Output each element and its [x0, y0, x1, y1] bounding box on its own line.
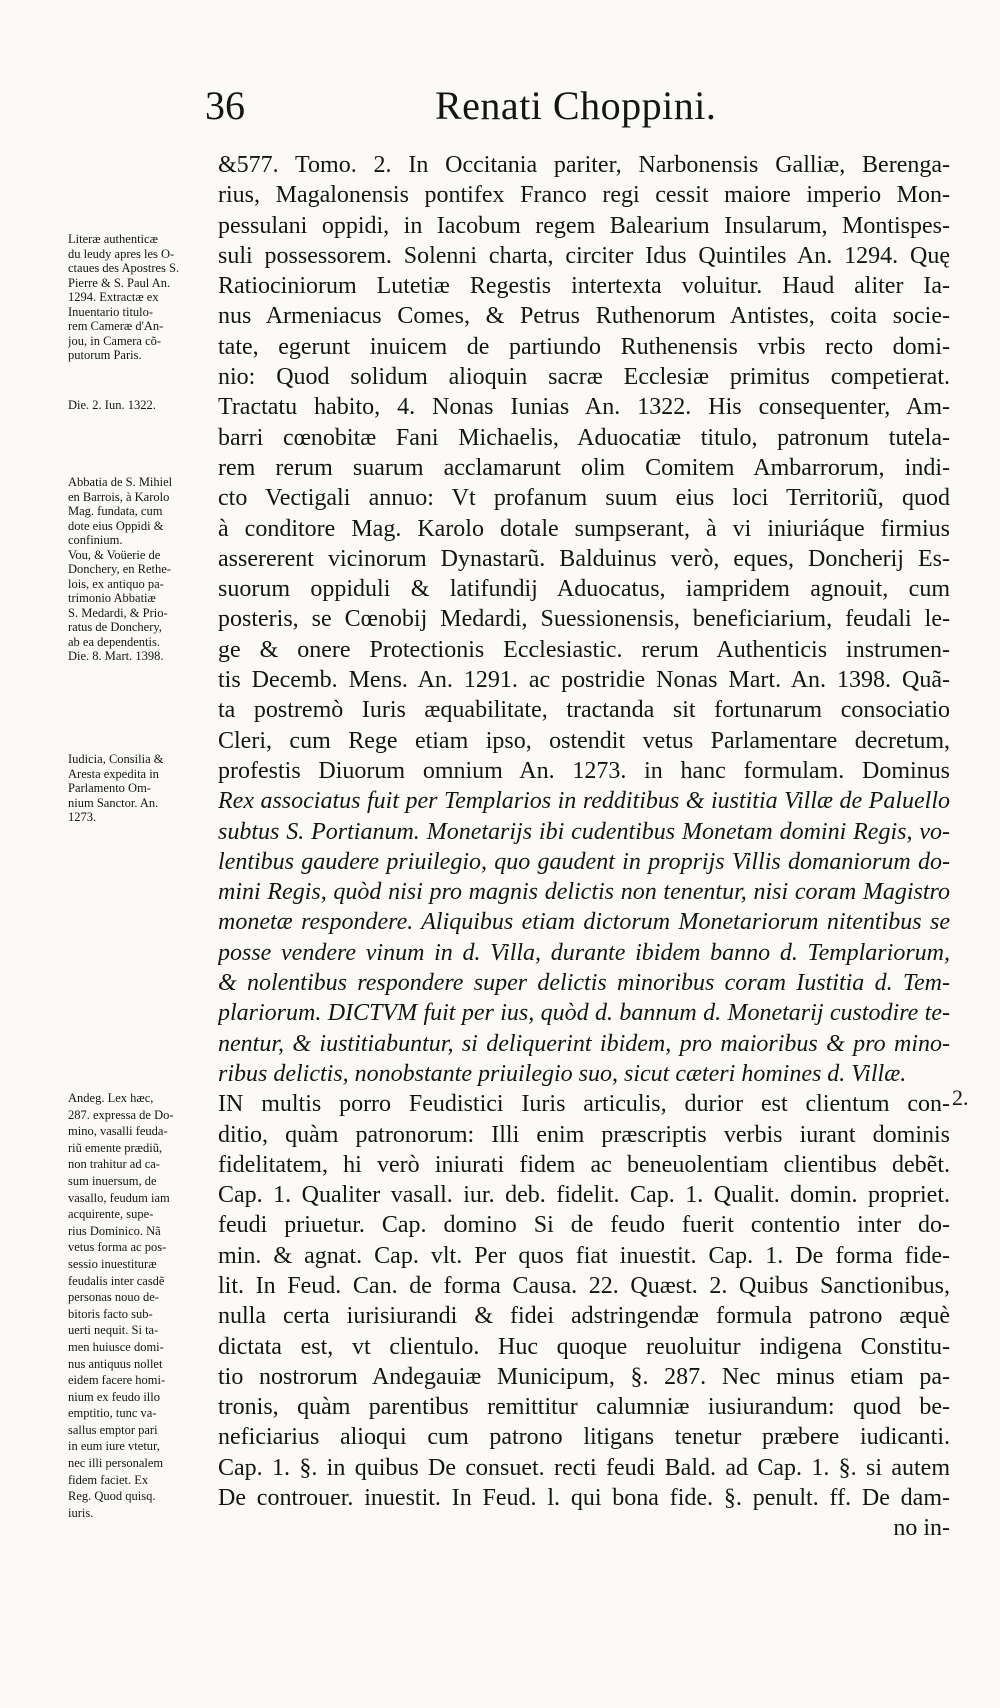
text-line: lit. In Feud. Can. de forma Causa. 22. Quæst. 2. Quibus Sanctionibus,	[218, 1272, 950, 1299]
text-line: à conditore Mag. Karolo dotale sumpserant, à vi iniuriáque firmius	[218, 515, 950, 542]
text-line-italic: Rex associatus fuit per Templarios in redditibus & iustitia Villæ de Paluello	[218, 788, 950, 815]
catchword: no in-	[893, 1515, 950, 1542]
text-line: suli possessorem. Solenni charta, circiter Idus Quintiles An. 1294. Quę	[218, 242, 950, 269]
text-line-italic: nentur, & iustitiabuntur, si deliquerint ibidem, pro maioribus & pro mino-	[218, 1030, 950, 1057]
text-line-italic: lentibus gaudere priuilegio, quo gaudent in proprijs Villis domaniorum do-	[218, 848, 950, 875]
text-line: dictata est, vt clientulo. Huc quoque reuoluitur indigena Constitu-	[218, 1333, 950, 1360]
page-number: 36	[205, 83, 245, 128]
text-line-italic: mini Regis, quòd nisi pro magnis delictis non tenentur, nisi coram Magistro	[218, 879, 950, 906]
text-line: fidelitatem, hi verò iniurati fidem ac beneuolentiam clientibus debẽt.	[218, 1151, 950, 1178]
text-line: feudi priuetur. Cap. domino Si de feudo fuerit contentio inter do-	[218, 1212, 950, 1239]
text-line: nus Armeniacus Comes, & Petrus Ruthenorum Antistes, coita socie-	[218, 303, 950, 330]
margin-note: Die. 2. Iun. 1322.	[68, 398, 156, 412]
text-line: rem rerum suarum acclamarunt olim Comitem Ambarrorum, indi-	[218, 454, 950, 481]
text-line: neficiarius alioqui cum patrono litigans tenetur præbere iudicanti.	[218, 1424, 950, 1451]
margin-note: Literæ authenticæ du leudy apres les O- ctaues des Apostres S. Pierre & S. Paul An. 1294. Extractæ ex Inuentario titulo- rem Cameræ d'An- jou, in Camera cõ- putorum Paris.	[68, 232, 180, 362]
text-line-italic: monetæ respondere. Aliquibus etiam dictorum Monetariorum nitentibus se	[218, 909, 950, 936]
text-line: rius, Magalonensis pontifex Franco regi cessit maiore imperio Mon-	[218, 182, 950, 209]
text-line: IN multis porro Feudistici Iuris articulis, durior est clientum con-	[218, 1091, 950, 1118]
text-line-italic: & nolentibus respondere super delictis minoribus coram Iustitia d. Tem-	[218, 970, 950, 997]
text-line: Cleri, cum Rege etiam ipso, ostendit vetus Parlamentare decretum,	[218, 727, 950, 754]
text-line: tate, egerunt inuicem de partiundo Ruthenensis vrbis recto domi-	[218, 333, 950, 360]
text-line: pessulani oppidi, in Iacobum regem Balearium Insularum, Montispes-	[218, 212, 950, 239]
main-text-block	[218, 150, 950, 1544]
margin-note: Andeg. Lex hæc, 287. expressa de Do- mino, vasalli feuda- riũ emente prædiũ, non trahitur ad ca- sum inuersum, de vasallo, feudum iam acquirente, supe- rius Dominico. Nã vetus forma ac pos- sessio inuestituræ feudalis inter casdẽ personas nouo de- bitoris facto sub- uerti nequit. Si ta- men huiusce domi- nus antiquus nollet eidem facere homi- nium ex feudo illo emptitio, tunc va- sallus emptor pari in eum iure vtetur, nec illi personalem fidem faciet. Ex Reg. Quod quisq. iuris.	[68, 1091, 174, 1520]
margin-note: Abbatia de S. Mihiel en Barrois, à Karolo Mag. fundata, cum dote eius Oppidi & confinium. Vou, & Voüerie de Donchery, en Rethe- lois, ex antiquo pa- trimonio Abbatiæ S. Medardi, & Prio- ratus de Donchery, ab ea dependentis. Die. 8. Mart. 1398.	[68, 475, 173, 663]
text-line: tio nostrorum Andegauiæ Municipum, §. 287. Nec minus etiam pa-	[218, 1363, 950, 1390]
text-line: nio: Quod solidum alioquin sacræ Ecclesiæ primitus competierat.	[218, 364, 950, 391]
text-line-italic: subtus S. Portianum. Monetarijs ibi cudentibus Monetam domini Regis, vo-	[218, 818, 950, 845]
text-line: Ratiociniorum Lutetiæ Regestis intertexta voluitur. Haud aliter Ia-	[218, 273, 950, 300]
text-line-italic: ribus delictis, nonobstante priuilegio suo, sicut cæteri homines d. Villæ.	[218, 1060, 907, 1087]
text-line: cto Vectigali annuo: Vt profanum suum eius loci Territoriũ, quod	[218, 485, 950, 512]
text-line: Cap. 1. §. in quibus De consuet. recti feudi Bald. ad Cap. 1. §. si autem	[218, 1454, 950, 1481]
text-line: tis Decemb. Mens. An. 1291. ac postridie Nonas Mart. An. 1398. Quã-	[218, 667, 950, 694]
text-line: assererent vicinorum Dynastarũ. Balduinus verò, eques, Doncherij Es-	[218, 545, 950, 572]
running-title: Renati Choppini.	[435, 83, 717, 128]
page-header	[205, 82, 965, 142]
margin-note: Iudicia, Consilia & Aresta expedita in Parlamento Om- nium Sanctor. An. 1273.	[68, 752, 164, 824]
text-line: De controuer. inuestit. In Feud. l. qui bona fide. §. penult. ff. De dam-	[218, 1485, 950, 1512]
text-line: ta postremò Iuris æquabilitate, tractanda sit fortunarum consociatio	[218, 697, 950, 724]
marginal-numeral: 2.	[952, 1085, 969, 1110]
text-line: ge & onere Protectionis Ecclesiastic. rerum Authenticis instrumen-	[218, 636, 950, 663]
text-line: Cap. 1. Qualiter vasall. iur. deb. fidelit. Cap. 1. Qualit. domin. propriet.	[218, 1182, 950, 1209]
text-line: tronis, quàm parentibus remittitur calumniæ iusiurandum: quod be-	[218, 1394, 950, 1421]
text-line-italic: plariorum. DICTVM fuit per ius, quòd d. bannum d. Monetarij custodire te-	[218, 1000, 950, 1027]
text-line: nulla certa iurisiurandi & fidei adstringendæ formula patrono æquè	[218, 1303, 950, 1330]
text-line-italic: posse vendere vinum in d. Villa, durante ibidem banno d. Templariorum,	[218, 939, 950, 966]
text-line: &577. Tomo. 2. In Occitania pariter, Narbonensis Galliæ, Berenga-	[218, 152, 950, 178]
text-line: profestis Diuorum omnium An. 1273. in hanc formulam. Dominus	[218, 757, 950, 784]
text-line: suorum oppiduli & latifundij Aduocatus, iampridem agnouit, cum	[218, 576, 950, 603]
text-line: barri cœnobitæ Fani Michaelis, Aduocatiæ titulo, patronum tutela-	[218, 424, 950, 451]
text-line: ditio, quàm patronorum: Illi enim præscriptis verbis iurant dominis	[218, 1121, 950, 1148]
text-line: min. & agnat. Cap. vlt. Per quos fiat inuestit. Cap. 1. De forma fide-	[218, 1242, 950, 1269]
text-line: posteris, se Cœnobij Medardi, Suessionensis, beneficiarium, feudali le-	[218, 606, 950, 633]
text-line: Tractatu habito, 4. Nonas Iunias An. 1322. His consequenter, Am-	[218, 394, 950, 421]
